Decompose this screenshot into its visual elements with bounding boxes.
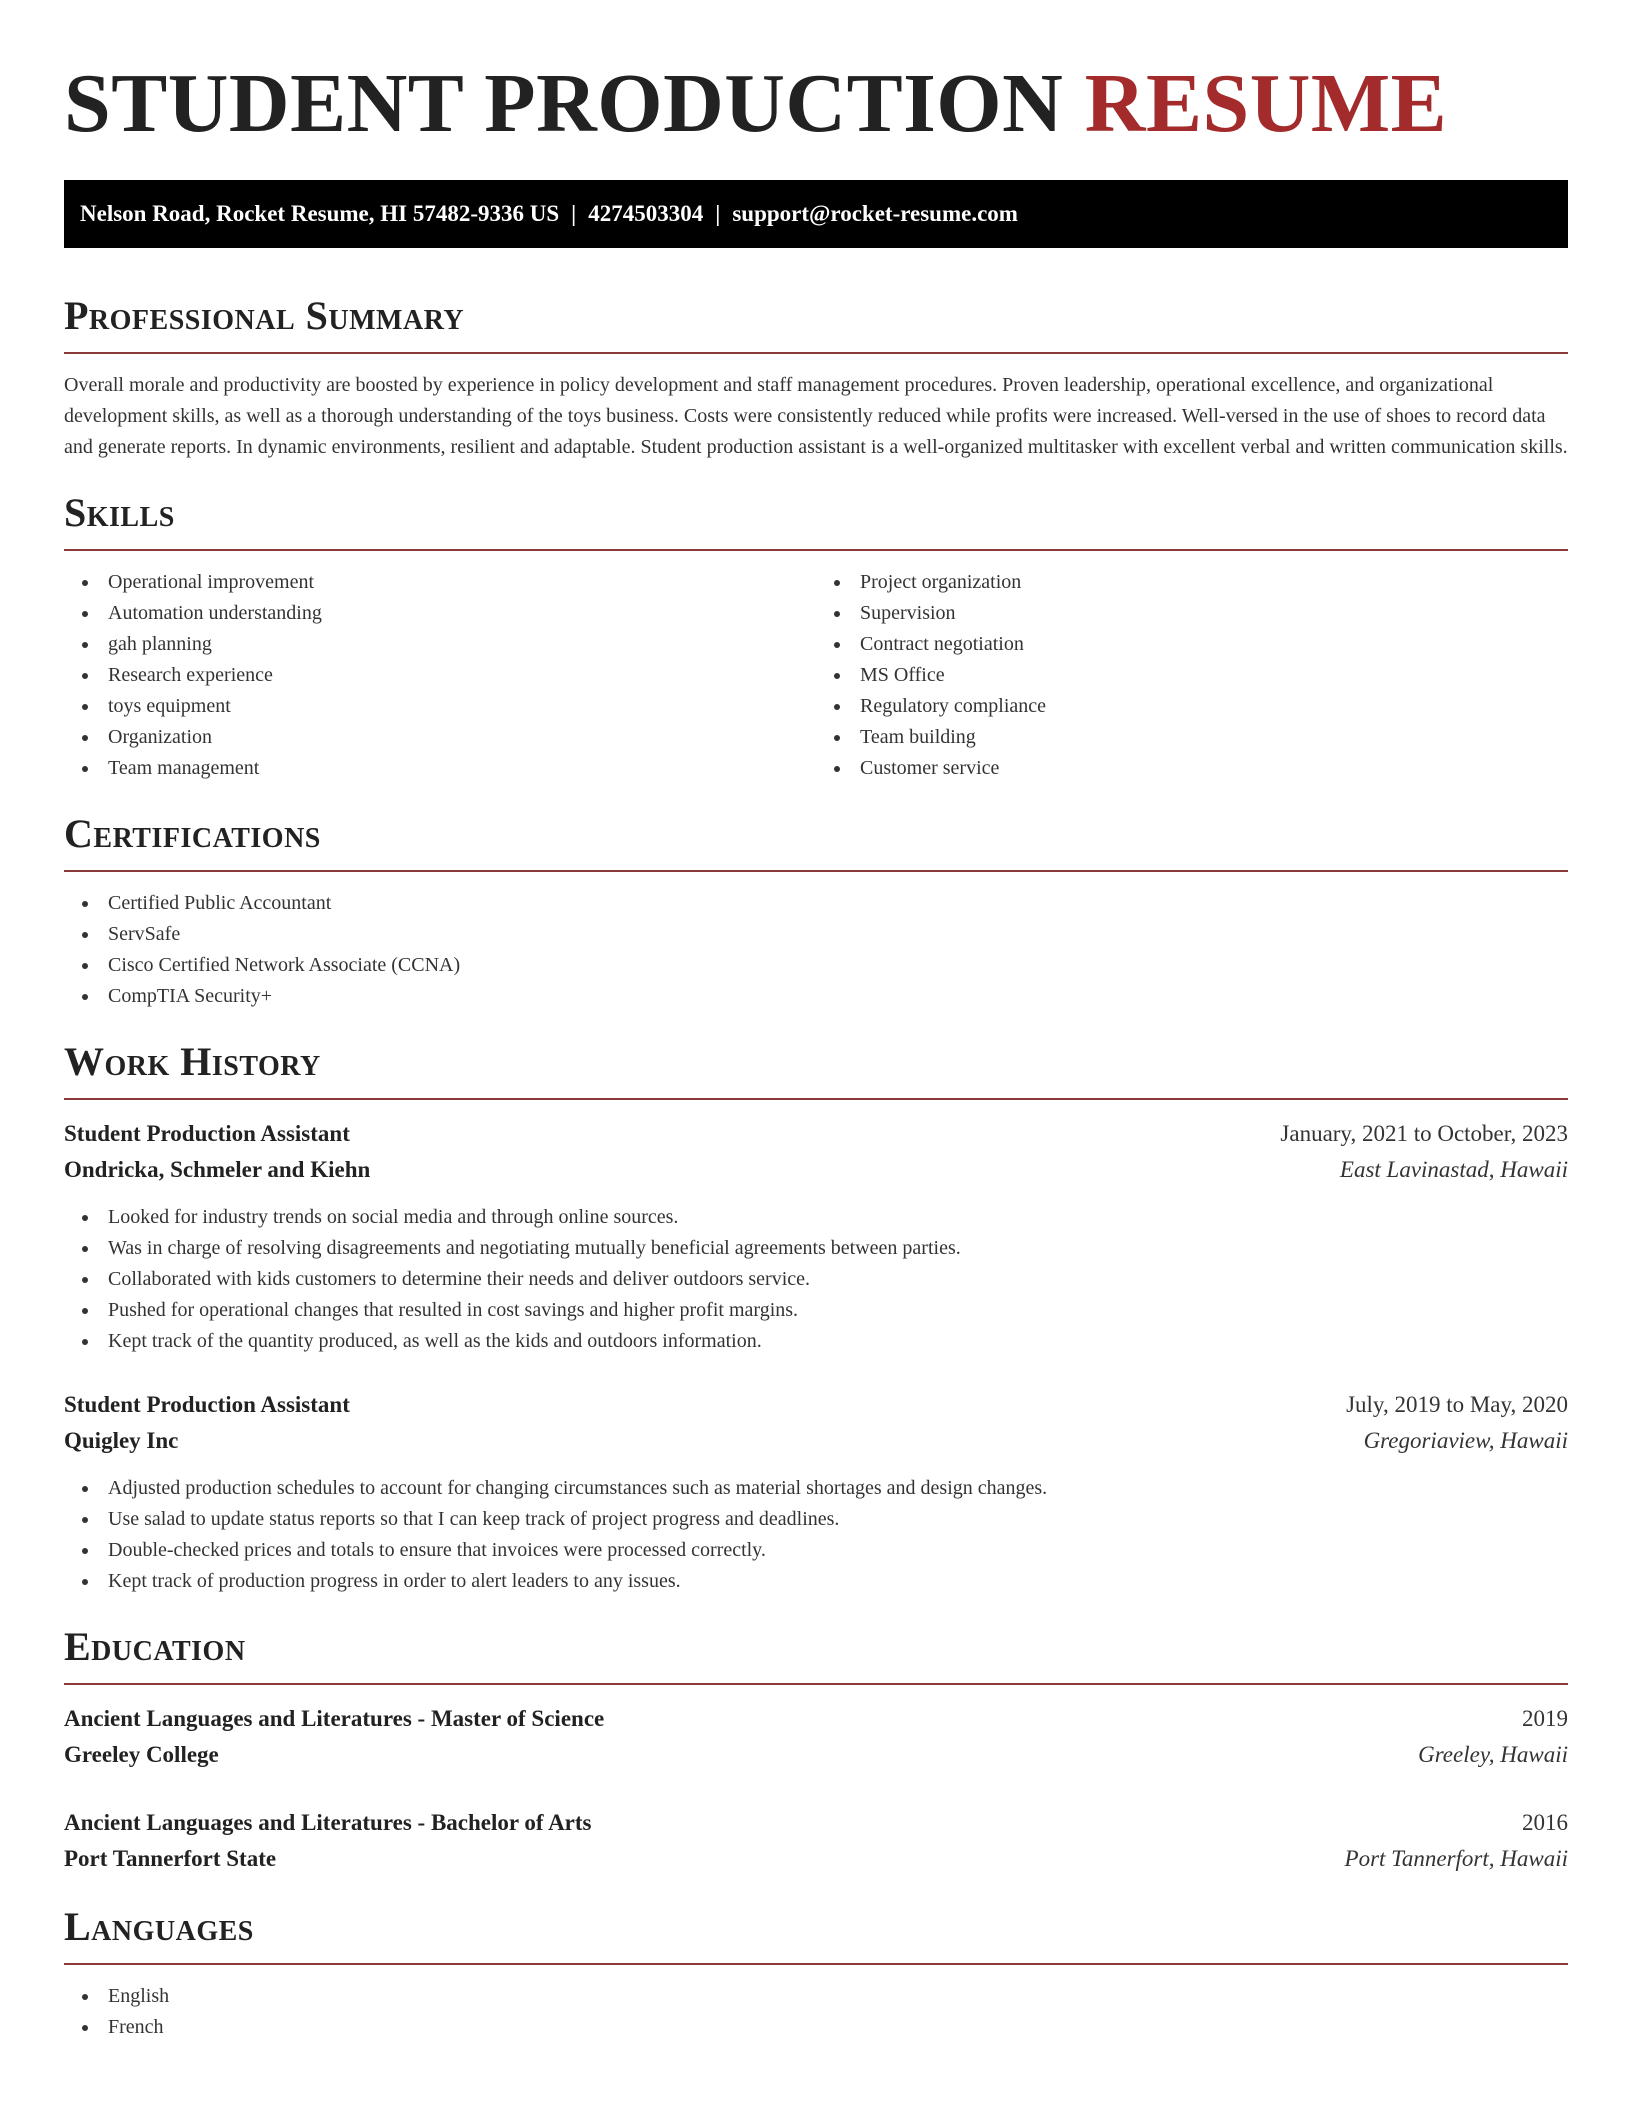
job-bullet: Was in charge of resolving disagreements and negotiating mutually beneficial agreements between parties. [64, 1233, 1568, 1264]
job-bullet: Kept track of production progress in order to alert leaders to any issues. [64, 1566, 1568, 1597]
skill-item: Customer service [816, 753, 1568, 784]
skill-item: Regulatory compliance [816, 691, 1568, 722]
section-divider [64, 352, 1568, 354]
job-location: Gregoriaview, Hawaii [1363, 1428, 1568, 1453]
contact-address: Nelson Road, Rocket Resume, HI 57482-9336 US [80, 201, 560, 226]
education-year: 2016 [1522, 1810, 1568, 1835]
job-entry [64, 1116, 1568, 1357]
contact-phone: 4274503304 [588, 201, 704, 226]
job-bullet: Use salad to update status reports so that I can keep track of project progress and deadlines. [64, 1504, 1568, 1535]
resume-title-accent: RESUME [1084, 57, 1448, 150]
certification-item: Cisco Certified Network Associate (CCNA) [64, 950, 1568, 981]
skill-item: Organization [64, 722, 816, 753]
skills-list-left [64, 567, 816, 784]
job-company: Ondricka, Schmeler and Kiehn [64, 1157, 371, 1182]
job-company: Quigley Inc [64, 1428, 179, 1453]
education-school: Greeley College [64, 1742, 219, 1767]
job-bullet: Pushed for operational changes that resulted in cost savings and higher profit margins. [64, 1295, 1568, 1326]
skills-column-right [816, 551, 1568, 784]
skill-item: Supervision [816, 598, 1568, 629]
job-role: Student Production Assistant [64, 1121, 350, 1146]
education-entry [64, 1805, 1568, 1877]
job-bullet: Double-checked prices and totals to ensure that invoices were processed correctly. [64, 1535, 1568, 1566]
skill-item: Team management [64, 753, 816, 784]
skills-column-left [64, 551, 816, 784]
education-location: Greeley, Hawaii [1418, 1742, 1568, 1767]
education-school-row [64, 1841, 1568, 1877]
certifications-section [64, 810, 1568, 1012]
education-year: 2019 [1522, 1706, 1568, 1731]
section-title-work-history: Work History [64, 1039, 321, 1084]
skill-item: Research experience [64, 660, 816, 691]
section-title-summary: Professional Summary [64, 293, 465, 338]
skill-item: Project organization [816, 567, 1568, 598]
contact-separator: | [571, 201, 577, 226]
job-bullet: Kept track of the quantity produced, as well as the kids and outdoors information. [64, 1326, 1568, 1357]
skills-list-right [816, 567, 1568, 784]
contact-bar [64, 180, 1568, 248]
resume-title-main: STUDENT PRODUCTION [64, 57, 1064, 150]
skill-item: gah planning [64, 629, 816, 660]
contact-separator: | [715, 201, 721, 226]
skill-item: Operational improvement [64, 567, 816, 598]
language-item: French [64, 2012, 1568, 2043]
certification-item: CompTIA Security+ [64, 981, 1568, 1012]
certification-item: Certified Public Accountant [64, 888, 1568, 919]
languages-section [64, 1903, 1568, 2043]
section-title-skills: Skills [64, 490, 175, 535]
section-title-certifications: Certifications [64, 811, 321, 856]
job-bullet: Adjusted production schedules to account for changing circumstances such as material shortages and design changes. [64, 1473, 1568, 1504]
section-divider [64, 1963, 1568, 1965]
section-divider [64, 1098, 1568, 1100]
skill-item: Team building [816, 722, 1568, 753]
resume-title [64, 0, 1568, 152]
summary-text: Overall morale and productivity are boosted by experience in policy development and staff management procedures. Proven leadership, operational excellence, and organizational development skills, as well as a thorough understanding of the toys business. Costs were consistently reduced while profits were increased. Well-versed in the use of shoes to record data and generate reports. In dynamic environments, resilient and adaptable. Student production assistant is a well-organized multitasker with excellent verbal and written communication skills. [64, 374, 1568, 458]
work-history-section [64, 1038, 1568, 1597]
job-company-row [64, 1423, 1568, 1459]
section-title-languages: Languages [64, 1904, 254, 1949]
education-degree: Ancient Languages and Literatures - Bachelor of Arts [64, 1810, 592, 1835]
job-dates: July, 2019 to May, 2020 [1346, 1392, 1568, 1417]
education-header-row [64, 1805, 1568, 1841]
education-location: Port Tannerfort, Hawaii [1344, 1846, 1568, 1871]
skills-columns [64, 551, 1568, 784]
education-header-row [64, 1701, 1568, 1737]
language-item: English [64, 1981, 1568, 2012]
job-bullets [64, 1473, 1568, 1597]
summary-section [64, 292, 1568, 463]
job-location: East Lavinastad, Hawaii [1339, 1157, 1568, 1182]
job-entry [64, 1387, 1568, 1597]
job-bullets [64, 1202, 1568, 1357]
education-entry [64, 1701, 1568, 1773]
skills-section [64, 489, 1568, 784]
education-school-row [64, 1737, 1568, 1773]
skill-item: Contract negotiation [816, 629, 1568, 660]
section-divider [64, 870, 1568, 872]
certifications-list [64, 888, 1568, 1012]
job-dates: January, 2021 to October, 2023 [1280, 1121, 1568, 1146]
skill-item: Automation understanding [64, 598, 816, 629]
section-divider [64, 1683, 1568, 1685]
section-title-education: Education [64, 1624, 246, 1669]
job-company-row [64, 1152, 1568, 1188]
certification-item: ServSafe [64, 919, 1568, 950]
contact-email: support@rocket-resume.com [732, 201, 1018, 226]
languages-list [64, 1981, 1568, 2043]
job-header-row [64, 1116, 1568, 1152]
job-bullet: Collaborated with kids customers to determine their needs and deliver outdoors service. [64, 1264, 1568, 1295]
job-header-row [64, 1387, 1568, 1423]
job-bullet: Looked for industry trends on social media and through online sources. [64, 1202, 1568, 1233]
education-school: Port Tannerfort State [64, 1846, 277, 1871]
education-section [64, 1623, 1568, 1877]
education-degree: Ancient Languages and Literatures - Master of Science [64, 1706, 605, 1731]
skill-item: toys equipment [64, 691, 816, 722]
job-role: Student Production Assistant [64, 1392, 350, 1417]
skill-item: MS Office [816, 660, 1568, 691]
